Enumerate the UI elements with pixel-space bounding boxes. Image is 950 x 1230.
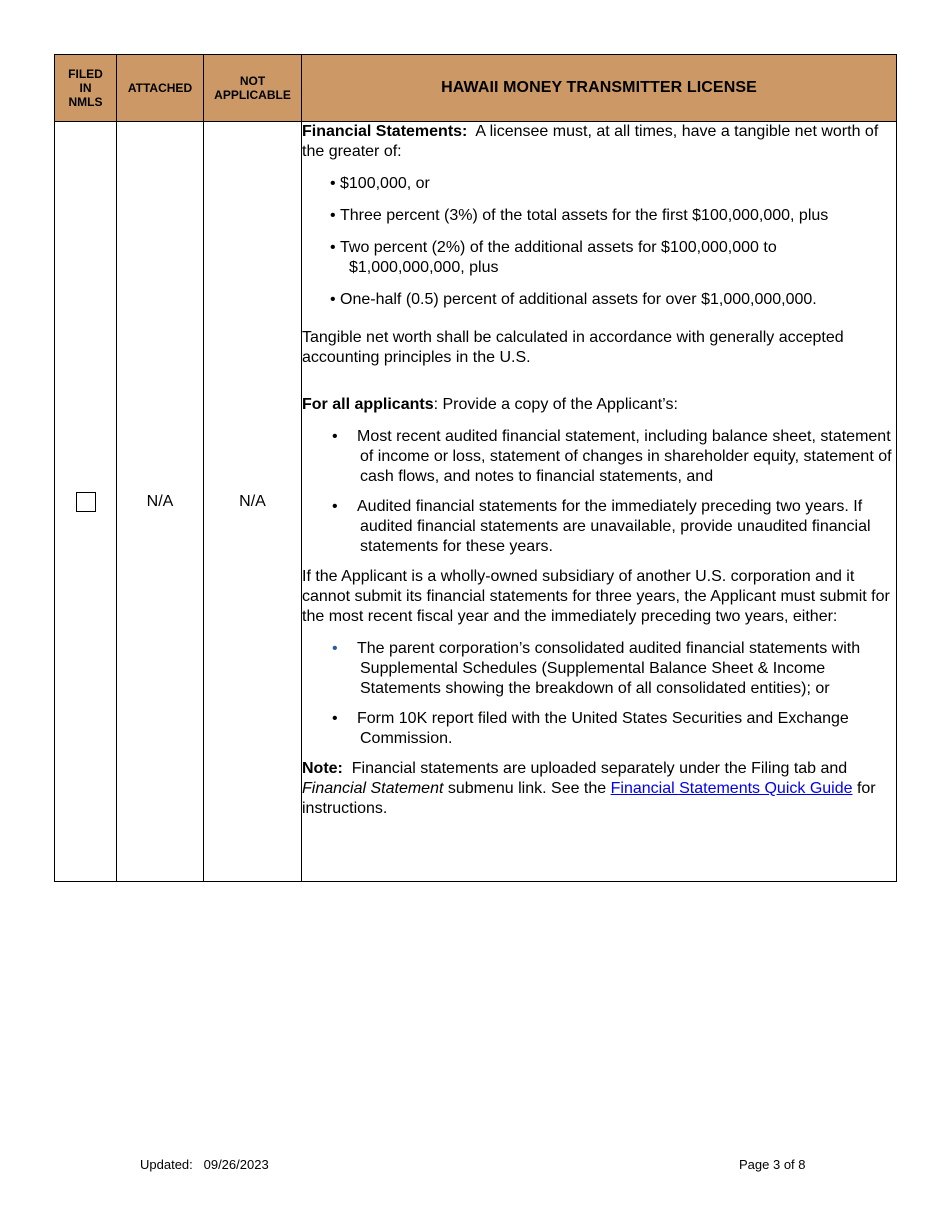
note-text: for instructions. <box>302 780 876 817</box>
financial-statements-label: Financial Statements: <box>302 123 468 140</box>
list-item <box>302 290 896 310</box>
financial-statements-intro <box>302 122 896 162</box>
list-item-text: Audited financial statements for the immediately preceding two years. If audited financial statements are unavailable, provide unaudited financial statements for these years. <box>357 498 871 555</box>
all-applicants-list <box>302 427 896 557</box>
requirements-cell <box>302 122 897 882</box>
license-title: HAWAII MONEY TRANSMITTER LICENSE <box>302 55 897 122</box>
updated-date: 09/26/2023 <box>203 1157 269 1172</box>
list-item-text: One-half (0.5) percent of additional assets for over $1,000,000,000. <box>340 291 817 308</box>
header-row <box>55 55 897 122</box>
list-item <box>302 206 896 226</box>
note-label: Note: <box>302 760 343 777</box>
list-item-text: Two percent (2%) of the additional assets for $100,000,000 to $1,000,000,000, plus <box>340 239 777 276</box>
note-italic: Financial Statement <box>302 780 444 797</box>
bullet-icon: • <box>330 207 336 224</box>
all-applicants-intro <box>302 395 896 415</box>
subsidiary-list <box>302 639 896 749</box>
list-item-text: $100,000, or <box>340 175 430 192</box>
list-item-text: Three percent (3%) of the total assets for the first $100,000,000, plus <box>340 207 829 224</box>
attached-cell: N/A <box>117 122 204 882</box>
not-applicable-header <box>204 55 302 122</box>
attached-header: ATTACHED <box>117 55 204 122</box>
tangible-net-worth-text: Tangible net worth shall be calculated in accordance with generally accepted accounting principles in the U.S. <box>302 329 844 366</box>
updated-label: Updated: <box>140 1157 193 1172</box>
financial-statements-row <box>55 122 897 882</box>
footer-page-number: Page 3 of 8 <box>739 1157 806 1172</box>
bullet-icon: • <box>332 640 338 657</box>
bullet-icon: • <box>330 291 336 308</box>
list-item <box>302 238 896 278</box>
all-applicants-label: For all applicants <box>302 396 434 413</box>
all-applicants-text: : Provide a copy of the Applicant’s: <box>433 396 678 413</box>
list-item-text: Most recent audited financial statement, including balance sheet, statement of income or loss, statement of changes in shareholder equity, statement of cash flows, and notes to financial statements, and <box>357 428 892 485</box>
list-item <box>302 427 896 487</box>
bullet-icon: • <box>332 428 338 445</box>
checklist-table <box>54 54 897 882</box>
not-applicable-label: NOT APPLICABLE <box>214 74 291 102</box>
bullet-icon: • <box>332 710 338 727</box>
filed-in-nmls-label: FILED IN NMLS <box>68 67 103 109</box>
bullet-icon: • <box>330 239 336 256</box>
list-item-text: Form 10K report filed with the United States Securities and Exchange Commission. <box>357 710 849 747</box>
license-checklist <box>54 54 896 882</box>
net-worth-list <box>302 174 896 310</box>
note-paragraph <box>302 759 896 819</box>
subsidiary-text: If the Applicant is a wholly-owned subsidiary of another U.S. corporation and it cannot submit its financial statements for three years, the Applicant must submit for the most recent fiscal year and the immediately preceding two years, either: <box>302 568 890 625</box>
note-text: Financial statements are uploaded separately under the Filing tab and <box>342 760 852 777</box>
filed-in-nmls-checkbox[interactable] <box>76 492 96 512</box>
list-item-text: The parent corporation’s consolidated audited financial statements with Supplemental Schedules (Supplemental Balance Sheet & Income Statements showing the breakdown of all consolidated entities); or <box>357 640 861 697</box>
not-applicable-cell: N/A <box>204 122 302 882</box>
bullet-icon: • <box>330 175 336 192</box>
note-text: submenu link. See the <box>443 780 611 797</box>
financial-statements-quick-guide-link[interactable]: Financial Statements Quick Guide <box>610 780 853 797</box>
financial-statements-text: A licensee must, at all times, have a tangible net worth of the greater of: <box>302 123 883 160</box>
footer-updated <box>140 1157 269 1172</box>
bullet-icon: • <box>332 498 338 515</box>
list-item <box>302 497 896 557</box>
list-item <box>302 639 896 699</box>
filed-cell <box>55 122 117 882</box>
list-item <box>302 174 896 194</box>
filed-in-nmls-header <box>55 55 117 122</box>
list-item <box>302 709 896 749</box>
